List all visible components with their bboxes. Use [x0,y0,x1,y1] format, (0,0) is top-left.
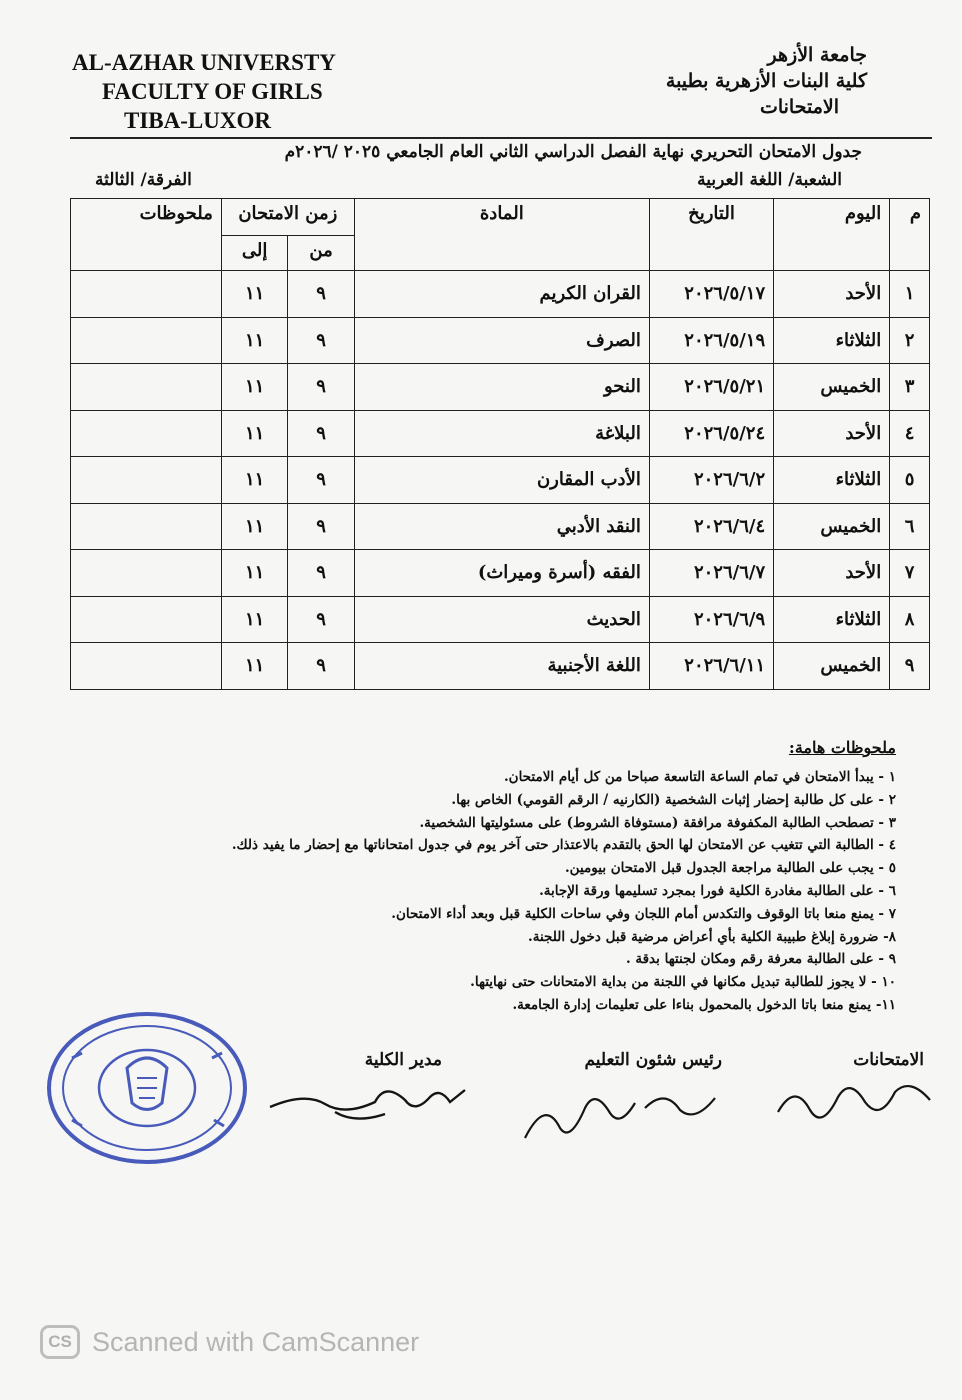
branch-label: الشعبة/ اللغة العربية [697,170,842,190]
note-item: ٢ - على كل طالبة إحضار إثبات الشخصية (الكارنيه / الرقم القومي) الخاص بها. [451,791,896,808]
cell-to: ١١ [221,410,288,457]
cell-num: ٧ [890,550,930,597]
note-item: ٩ - على الطالبة معرفة رقم ومكان لجنتها بدقة . [625,951,896,968]
note-item: ١ - يبدأ الامتحان في تمام الساعة التاسعة صباحا من كل أيام الامتحان. [503,769,896,785]
cell-from: ٩ [288,550,354,597]
cell-to: ١١ [221,643,288,690]
cell-from: ٩ [288,596,354,643]
note-item: ٨- ضرورة إبلاغ طبيبة الكلية بأي أعراض مرضية قبل دخول اللجنة. [528,928,896,945]
table-row [71,550,930,597]
signature-label-education-head: رئيس شئون التعليم [584,1050,722,1070]
header-arabic [666,42,867,120]
cell-subject: الصرف [354,317,649,364]
cell-notes [71,643,222,690]
note-item: ٣ - تصطحب الطالبة المكفوفة مرافقة (مستوفاة الشروط) على مسئوليتها الشخصية. [419,814,896,831]
department-name-ar: الامتحانات [759,96,839,118]
cell-to: ١١ [221,317,288,364]
cell-day: الثلاثاء [774,317,890,364]
note-item: ٤ - الطالبة التي تتغيب عن الامتحان لها الحق بالتقدم بالاعتذار حتى آخر يوم في جدول امتحاناتها مع إحضار ما يفيد ذلك. [231,837,896,854]
table-row [71,271,930,318]
cell-notes [71,317,222,364]
city-name-en: TIBA-LUXOR [124,108,271,133]
cell-day: الخميس [774,503,890,550]
cell-notes [71,457,222,504]
cell-notes [71,410,222,457]
signature-exams [770,1062,950,1142]
cell-date: ٢٠٢٦/٥/٢١ [649,364,773,411]
cell-from: ٩ [288,410,354,457]
cell-subject: الأدب المقارن [354,457,649,504]
notes-heading: ملحوظات هامة: [788,738,896,757]
table-row [71,596,930,643]
faculty-name-en: FACULTY OF GIRLS [102,79,323,104]
camscanner-text: Scanned with CamScanner [92,1326,420,1357]
cell-subject: القران الكريم [354,271,649,318]
cell-subject: النحو [354,364,649,411]
university-name-en: AL-AZHAR UNIVERSTY [72,50,336,75]
cell-day: الثلاثاء [774,596,890,643]
col-header-notes: ملحوظات [71,199,222,271]
cell-date: ٢٠٢٦/٦/٤ [649,503,773,550]
signature-label-exams: الامتحانات [853,1050,924,1070]
cell-from: ٩ [288,457,354,504]
header-divider [70,137,932,139]
cell-num: ٦ [890,503,930,550]
col-header-from: من [288,236,354,271]
note-item: ٥ - يجب على الطالبة مراجعة الجدول قبل الامتحان بيومين. [564,860,896,877]
cell-subject: البلاغة [354,410,649,457]
college-stamp-seal [42,1008,252,1168]
cell-from: ٩ [288,271,354,318]
cell-notes [71,271,222,318]
header-english [72,48,336,135]
cell-to: ١١ [221,550,288,597]
signature-college-director [265,1062,480,1142]
cell-num: ٨ [890,596,930,643]
cell-to: ١١ [221,596,288,643]
camscanner-watermark [40,1325,419,1359]
note-item: ٦ - على الطالبة مغادرة الكلية فورا بمجرد تسليمها ورقة الإجابة. [539,882,896,899]
cell-from: ٩ [288,317,354,364]
cell-date: ٢٠٢٦/٥/١٧ [649,271,773,318]
cell-num: ١ [890,271,930,318]
note-item: ١١- يمنع منعا باتا الدخول بالمحمول بناءا على تعليمات إدارة الجامعة. [512,996,896,1013]
schedule-title: جدول الامتحان التحريري نهاية الفصل الدراسي الثاني العام الجامعي ٢٠٢٥ /٢٠٢٦م [284,142,862,162]
cell-date: ٢٠٢٦/٦/٢ [649,457,773,504]
note-item: ٧ - يمنع منعا باتا الوقوف والتكدس أمام اللجان وفي ساحات الكلية قبل وبعد أداء الامتحان. [391,905,896,922]
cell-date: ٢٠٢٦/٥/٢٤ [649,410,773,457]
cell-date: ٢٠٢٦/٥/١٩ [649,317,773,364]
table-row [71,503,930,550]
cell-to: ١١ [221,503,288,550]
signature-education-head [515,1068,730,1158]
cell-subject: النقد الأدبي [354,503,649,550]
table-row [71,317,930,364]
cell-date: ٢٠٢٦/٦/٩ [649,596,773,643]
schedule-rows [71,271,930,690]
university-name-ar: جامعة الأزهر [767,44,867,66]
col-header-to: إلى [221,236,288,271]
table-row [71,643,930,690]
cell-num: ٢ [890,317,930,364]
table-row [71,364,930,411]
col-header-subject: المادة [354,199,649,271]
cell-from: ٩ [288,364,354,411]
cell-to: ١١ [221,457,288,504]
cell-num: ٩ [890,643,930,690]
table-row [71,457,930,504]
cell-day: الخميس [774,364,890,411]
cell-day: الخميس [774,643,890,690]
cell-to: ١١ [221,271,288,318]
table-row [71,410,930,457]
cell-day: الأحد [774,271,890,318]
cell-num: ٣ [890,364,930,411]
cell-notes [71,550,222,597]
cell-subject: اللغة الأجنبية [354,643,649,690]
cell-day: الثلاثاء [774,457,890,504]
col-header-num: م [890,199,930,271]
cell-notes [71,503,222,550]
cell-from: ٩ [288,503,354,550]
camscanner-logo-icon: CS [40,1325,80,1359]
cell-num: ٥ [890,457,930,504]
cell-subject: الحديث [354,596,649,643]
faculty-name-ar: كلية البنات الأزهرية بطيبة [665,70,867,92]
cell-day: الأحد [774,550,890,597]
col-header-day: اليوم [774,199,890,271]
cell-from: ٩ [288,643,354,690]
notes-list [136,766,896,1017]
cell-date: ٢٠٢٦/٦/٧ [649,550,773,597]
cell-num: ٤ [890,410,930,457]
col-header-time: زمن الامتحان [221,199,354,236]
cell-day: الأحد [774,410,890,457]
exam-schedule-table [70,198,930,690]
cell-subject: الفقه (أسرة وميراث) [354,550,649,597]
year-level-label: الفرقة/ الثالثة [95,170,192,190]
cell-date: ٢٠٢٦/٦/١١ [649,643,773,690]
cell-to: ١١ [221,364,288,411]
note-item: ١٠ - لا يجوز للطالبة تبديل مكانها في اللجنة من بداية الامتحانات حتى نهايتها. [470,974,896,991]
signature-label-college-director: مدير الكلية [364,1050,442,1070]
col-header-date: التاريخ [649,199,773,271]
cell-notes [71,596,222,643]
cell-notes [71,364,222,411]
